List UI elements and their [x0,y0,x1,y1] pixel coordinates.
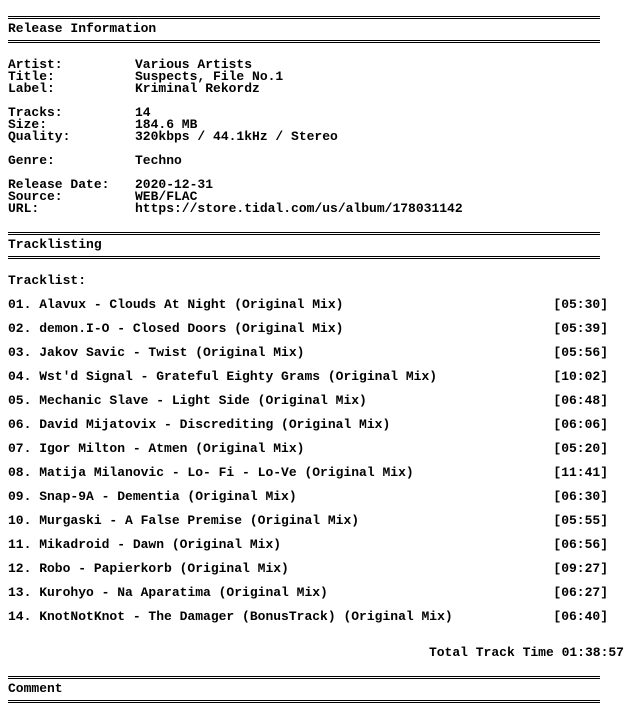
separator [8,40,600,43]
total-track-time: Total Track Time 01:38:57 [428,645,624,660]
info-value-title: Suspects, File No.1 [135,69,284,84]
info-value-genre: Techno [135,153,182,168]
info-label-genre: Genre: [8,153,55,168]
track-duration: [09:27] [553,561,608,576]
separator [8,256,600,259]
separator [8,16,600,19]
track-title: 09. Snap-9A - Dementia (Original Mix) [8,489,297,504]
info-label-quality: Quality: [8,129,71,144]
track-title: 04. Wst'd Signal - Grateful Eighty Grams (Original Mix) [8,369,438,384]
track-title: 07. Igor Milton - Atmen (Original Mix) [8,441,305,456]
info-value-url: https://store.tidal.com/us/album/178031142 [135,201,463,216]
track-duration: [05:30] [553,297,608,312]
track-duration: [06:30] [553,489,608,504]
track-duration: [05:55] [553,513,608,528]
track-duration: [05:56] [553,345,608,360]
track-title: 06. David Mijatovix - Discrediting (Original Mix) [8,417,391,432]
info-label-url: URL: [8,201,40,216]
track-duration: [11:41] [553,465,608,480]
section-title-comment: Comment [8,681,63,696]
info-value-release-date: 2020-12-31 [135,177,214,192]
track-title: 14. KnotNotKnot - The Damager (BonusTrack) (Original Mix) [8,609,453,624]
track-title: 13. Kurohyo - Na Aparatima (Original Mix) [8,585,328,600]
info-value-label: Kriminal Rekordz [135,81,260,96]
track-duration: [06:56] [553,537,608,552]
track-duration: [05:20] [553,441,608,456]
info-label-size: Size: [8,117,48,132]
track-duration: [10:02] [553,369,608,384]
info-value-artist: Various Artists [135,57,253,72]
track-title: 11. Mikadroid - Dawn (Original Mix) [8,537,282,552]
section-title-release-info: Release Information [8,21,157,36]
separator [8,676,600,679]
track-duration: [06:27] [553,585,608,600]
track-title: 08. Matija Milanovic - Lo- Fi - Lo-Ve (Original Mix) [8,465,414,480]
track-title: 05. Mechanic Slave - Light Side (Original Mix) [8,393,367,408]
separator [8,700,600,703]
info-label-artist: Artist: [8,57,63,72]
track-title: 03. Jakov Savic - Twist (Original Mix) [8,345,305,360]
separator [8,232,600,235]
info-value-size: 184.6 MB [135,117,198,132]
info-value-source: WEB/FLAC [135,189,198,204]
info-label-source: Source: [8,189,63,204]
info-label-tracks: Tracks: [8,105,63,120]
info-label-release-date: Release Date: [8,177,110,192]
track-title: 12. Robo - Papierkorb (Original Mix) [8,561,289,576]
track-duration: [06:40] [553,609,608,624]
track-duration: [06:06] [553,417,608,432]
tracklist-heading: Tracklist: [8,273,87,288]
track-duration: [06:48] [553,393,608,408]
info-label-label: Label: [8,81,55,96]
track-title: 01. Alavux - Clouds At Night (Original Mix) [8,297,344,312]
track-title: 02. demon.I-O - Closed Doors (Original Mix) [8,321,344,336]
info-label-title: Title: [8,69,55,84]
info-value-tracks: 14 [135,105,151,120]
info-value-quality: 320kbps / 44.1kHz / Stereo [135,129,338,144]
track-duration: [05:39] [553,321,608,336]
section-title-tracklisting: Tracklisting [8,237,102,252]
track-title: 10. Murgaski - A False Premise (Original Mix) [8,513,360,528]
